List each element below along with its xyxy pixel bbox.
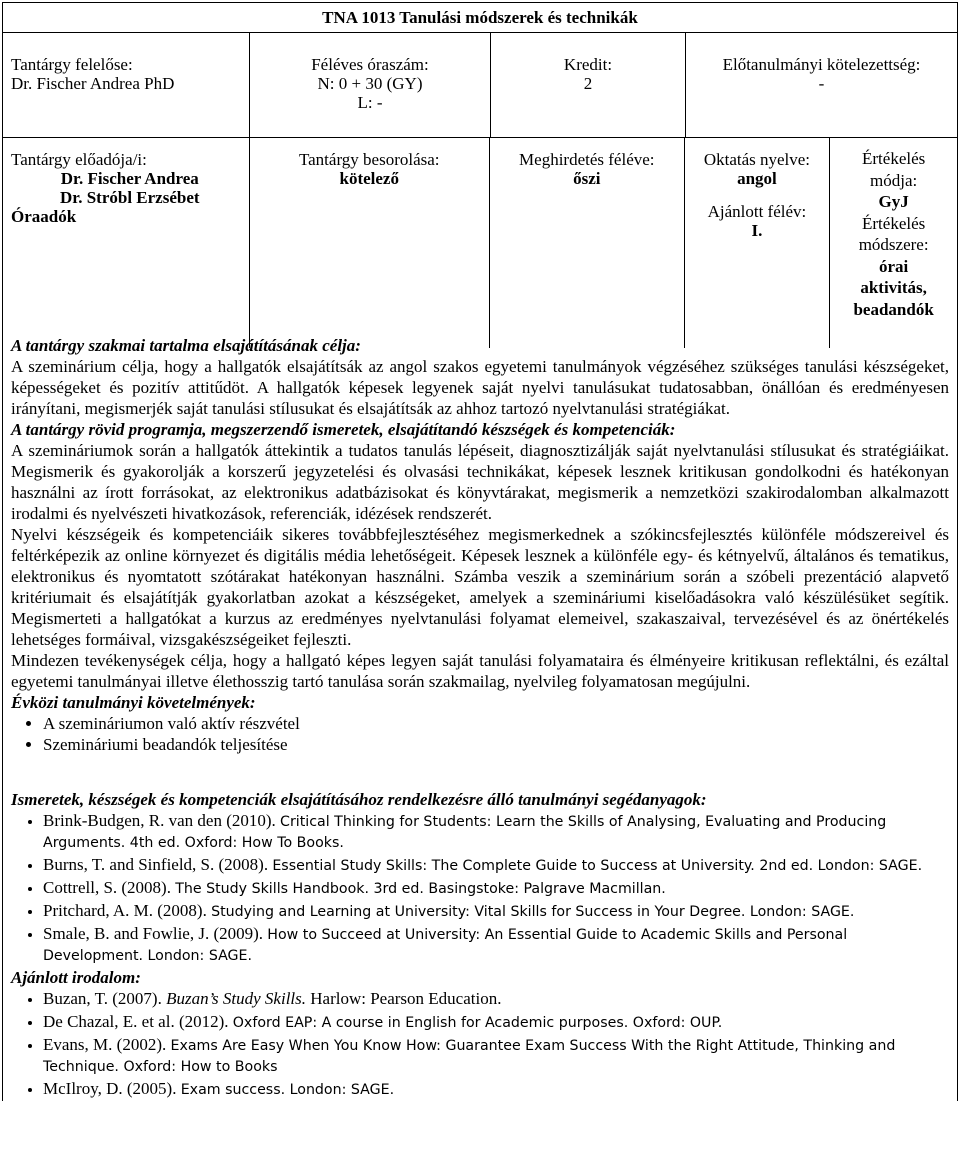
- felelos-label: Tantárgy felelőse:: [11, 55, 133, 74]
- program-heading: A tantárgy rövid programja, megszerzendő ismeretek, elsajátítandó készségek és kompetenciák:: [11, 420, 676, 439]
- course-title: TNA 1013 Tanulási módszerek és technikák: [3, 3, 957, 33]
- evkozi-list: [11, 713, 949, 755]
- reference-item: • Evans, M. (2002). Exams Are Easy When You Know How: Guarantee Exam Success With the Right Attitude, Thinking and Technique. Oxford: How to Books: [43, 1034, 949, 1078]
- ertekeles-modszere-value-2: aktivitás,: [860, 278, 927, 297]
- program-paragraph-1: A szemináriumok során a hallgatók áttekintik a tudatos tanulás lépéseit, diagnosztizálják saját nyelvtanulási stílusukat és stratégiáikat. Megismerik és gyakorolják a korszerű jegyzetelési és olvasási technikákat, képesek lesznek kritikusan gondolkodni és hatékonyan használni az írott forrásokat, az elektronikus adatbázisokat és könyvtárakat, megismerik a nemzetközi szakirodalomban alkalmazott irodalmi és nyelvészeti hivatkozások, referenciák, idézések rendszerét.: [11, 441, 949, 523]
- nyelv-value: angol: [737, 169, 777, 188]
- reference-item: • Brink-Budgen, R. van den (2010). Critical Thinking for Students: Learn the Skills of Analysing, Evaluating and Producing Arguments. 4th ed. Oxford: How To Books.: [43, 810, 949, 854]
- eloado-cell: [3, 138, 250, 348]
- ajanlott-irodalom-heading: Ajánlott irodalom:: [11, 968, 141, 987]
- eloado-1: Dr. Fischer Andrea: [60, 169, 199, 188]
- oraadok-label: Óraadók: [11, 207, 77, 226]
- cel-heading: A tantárgy szakmai tartalma elsajátításának célja:: [11, 336, 361, 355]
- ajanlott-value: I.: [751, 221, 763, 240]
- kredit-value: 2: [583, 74, 593, 93]
- felelos-value: Dr. Fischer Andrea PhD: [11, 74, 175, 93]
- ertekeles-modja-label-1: Értékelés: [862, 149, 926, 168]
- segedanyag-list: [11, 810, 949, 967]
- meghirdetes-value: őszi: [573, 169, 601, 188]
- ertekeles-modszere-value-1: órai: [878, 256, 909, 276]
- eloado-2: Dr. Stróbl Erzsébet: [59, 188, 200, 207]
- oraszam-value-2: L: -: [357, 93, 383, 112]
- eloado-label: Tantárgy előadója/i:: [11, 150, 147, 169]
- elotan-label: Előtanulmányi kötelezettség:: [722, 55, 921, 74]
- ertekeles-modszere-label-2: módszere:: [858, 235, 929, 254]
- nyelv-label: Oktatás nyelve:: [703, 150, 811, 169]
- kredit-label: Kredit:: [563, 55, 613, 74]
- oraszam-label: Féléves óraszám:: [311, 55, 429, 74]
- besorolas-cell: [250, 138, 490, 348]
- program-paragraph-3: Mindezen tevékenységek célja, hogy a hallgató képes legyen saját tanulási folyamataira és élményeire kritikusan reflektálni, és ezáltal egyetemi tanulmányai illetve élethosszig tartó tanulása során szakmailag, nyelvileg folyamatosan megújulni.: [11, 651, 949, 691]
- reference-item: • Buzan, T. (2007). Buzan’s Study Skills. Harlow: Pearson Education.: [43, 988, 949, 1011]
- besorolas-label: Tantárgy besorolása:: [298, 150, 440, 169]
- ajanlott-irodalom-list: [11, 988, 949, 1101]
- reference-item: • Burns, T. and Sinfield, S. (2008). Essential Study Skills: The Complete Guide to Success at University. 2nd ed. London: SAGE.: [43, 854, 949, 877]
- segedanyag-heading: Ismeretek, készségek és kompetenciák elsajátításához rendelkezésre álló tanulmányi segédanyagok:: [11, 790, 707, 809]
- nyelv-cell: [685, 138, 831, 348]
- reference-item: • Pritchard, A. M. (2008). Studying and Learning at University: Vital Skills for Success in Your Degree. London: SAGE.: [43, 900, 949, 923]
- ajanlott-label: Ajánlott félév:: [707, 202, 807, 221]
- list-item: • Szemináriumi beadandók teljesítése: [43, 734, 949, 755]
- ertekeles-modszere-value-3: beadandók: [853, 299, 934, 319]
- besorolas-value: kötelező: [339, 169, 399, 188]
- reference-item: • De Chazal, E. et al. (2012). Oxford EAP: A course in English for Academic purposes. Oxford: OUP.: [43, 1011, 949, 1034]
- list-item: • A szemináriumon való aktív részvétel: [43, 713, 949, 734]
- oraszam-value-1: N: 0 + 30 (GY): [317, 74, 423, 93]
- reference-item: • Smale, B. and Fowlie, J. (2009). How to Succeed at University: An Essential Guide to Academic Skills and Personal Development. London: SAGE.: [43, 923, 949, 967]
- ertekeles-modja-value: GyJ: [878, 192, 909, 211]
- info-row-1: [3, 33, 957, 138]
- info-row-2: [3, 138, 957, 348]
- elotan-cell: [686, 33, 957, 137]
- reference-item: • McIlroy, D. (2005). Exam success. London: SAGE.: [43, 1078, 949, 1101]
- kredit-cell: [491, 33, 686, 137]
- ertekeles-modszere-label-1: Értékelés: [862, 213, 926, 233]
- oraszam-cell: [250, 33, 491, 137]
- evkozi-heading: Évközi tanulmányi követelmények:: [11, 693, 256, 712]
- course-content: [3, 335, 957, 1101]
- felelos-cell: [3, 33, 250, 137]
- cel-text: A szeminárium célja, hogy a hallgatók elsajátítsák az angol szakos egyetemi tanulmányok végzéséhez szükséges tanulási készségeket, képességeket és pozitív attitűdöt. A hallgatók képesek legyenek saját nyelvi tanulásukat tudatosabban, önállóan és eredményesen irányítani, megismerjék saját tanulási stílusukat és elsajátítsák az ahhoz tartozó nyelvtanulási stratégiákat.: [11, 357, 949, 418]
- reference-item: • Cottrell, S. (2008). The Study Skills Handbook. 3rd ed. Basingstoke: Palgrave Macmillan.: [43, 877, 949, 900]
- elotan-value: -: [818, 74, 825, 93]
- ertekeles-modja-label-2: módja:: [870, 170, 918, 190]
- course-description-sheet: [2, 2, 958, 1101]
- meghirdetes-label: Meghirdetés féléve:: [519, 150, 655, 169]
- program-paragraph-2: Nyelvi készségeik és kompetenciáik sikeres továbbfejlesztéséhez megismerkednek a szókincsfejlesztés különféle módszereivel és feltérképezik az online környezet és digitális média lehetőségeit. Képesek lesznek a különféle egy- és kétnyelvű, általános és tematikus, elektronikus és nyomtatott szótárakat hatékonyan használni. Számba veszik a szeminárium során a szóbeli prezentáció alapvető kritériumait és elsajátítják gyakorlatban azokat a készségeket, amelyek a szemináriumi kiselőadásokra való készülésüket segítik. Megismerteti a hallgatókat a kurzus az eredményes nyelvtanulási folyamat elemeivel, szakaszaival, tervezésével és az önértékelés lehetséges formáival, vizsgakészségeiket fejleszti.: [11, 525, 949, 649]
- meghirdetes-cell: [490, 138, 685, 348]
- ertekeles-cell: [830, 138, 957, 348]
